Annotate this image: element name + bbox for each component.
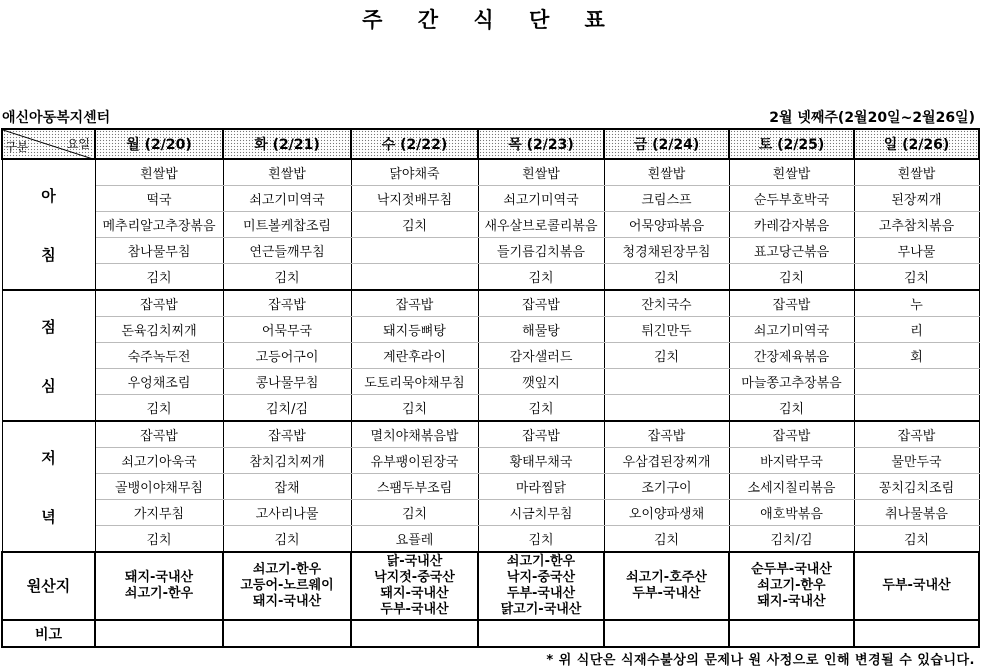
menu-cell: 해물탕 [478,317,604,343]
menu-cell: 요플레 [351,526,478,553]
note-cell [223,620,351,647]
origin-line: 쇠고기-한우 [506,554,576,569]
menu-cell: 김치 [95,526,223,553]
menu-cell: 숙주녹두전 [95,343,223,369]
menu-cell: 돼지등뼈탕 [351,317,478,343]
weekly-menu-table [1,128,980,648]
menu-cell: 들기름김치볶음 [478,238,604,264]
menu-cell: 고추참치볶음 [854,212,979,238]
day-header: 일 (2/26) [854,129,979,159]
gubun-label: 구분 [5,140,29,154]
menu-cell: 크림스프 [604,186,729,212]
menu-row [2,238,979,264]
menu-cell: 김치 [351,395,478,422]
menu-cell: 잡곡밥 [729,421,854,448]
menu-row [2,343,979,369]
page-title: 주 간 식 단 표 [362,8,619,32]
note-cell [95,620,223,647]
menu-cell: 연근들깨무침 [223,238,351,264]
menu-cell: 무나물 [854,238,979,264]
menu-cell: 청경채된장무침 [604,238,729,264]
menu-cell: 김치 [478,395,604,422]
origin-line: 쇠고기-한우 [124,586,194,601]
menu-cell [604,395,729,422]
menu-cell: 깻잎지 [478,369,604,395]
menu-cell: 김치 [223,264,351,291]
note-cell [351,620,478,647]
menu-cell: 튀긴만두 [604,317,729,343]
day-header: 목 (2/23) [478,129,604,159]
menu-cell: 도토리묵야채무침 [351,369,478,395]
menu-cell: 취나물볶음 [854,500,979,526]
menu-cell [854,395,979,422]
menu-cell: 김치 [604,526,729,553]
menu-row [2,317,979,343]
day-header: 월 (2/20) [95,129,223,159]
menu-cell: 쇠고기아욱국 [95,448,223,474]
origin-cell [478,552,604,620]
organization-name: 애신아동복지센터 [2,110,111,126]
menu-cell: 마늘쫑고추장볶음 [729,369,854,395]
menu-cell: 황태무채국 [478,448,604,474]
origin-line: 두부-국내산 [882,578,951,593]
week-label: 2월 넷째주(2월20일~2월26일) [769,110,975,126]
origin-line: 두부-국내산 [380,602,449,617]
menu-cell: 어묵무국 [223,317,351,343]
note-cell [854,620,979,647]
menu-cell: 잡곡밥 [95,421,223,448]
note-cell [478,620,604,647]
menu-cell: 김치 [95,395,223,422]
menu-row [2,448,979,474]
menu-cell: 김치/김 [223,395,351,422]
menu-row [2,186,979,212]
meal-label [2,421,95,552]
day-header: 화 (2/21) [223,129,351,159]
menu-cell: 새우살브로콜리볶음 [478,212,604,238]
menu-cell: 참치김치찌개 [223,448,351,474]
menu-cell: 순두부호박국 [729,186,854,212]
menu-row [2,212,979,238]
note-row [2,620,979,647]
menu-cell: 닭야채죽 [351,159,478,186]
menu-cell: 된장찌개 [854,186,979,212]
menu-cell: 김치 [854,264,979,291]
origin-line: 쇠고기-한우 [757,578,826,593]
origin-row [2,552,979,620]
menu-cell: 잡곡밥 [223,290,351,317]
menu-cell: 김치 [351,212,478,238]
note-cell [604,620,729,647]
menu-cell: 고사리나물 [223,500,351,526]
menu-cell: 참나물무침 [95,238,223,264]
menu-cell: 잔치국수 [604,290,729,317]
menu-cell: 콩나물무침 [223,369,351,395]
origin-cell [223,552,351,620]
origin-line: 순두부-국내산 [751,562,832,577]
origin-cell [95,552,223,620]
menu-cell: 마라찜닭 [478,474,604,500]
origin-cell [854,552,979,620]
menu-cell: 고등어구이 [223,343,351,369]
menu-cell: 카레감자볶음 [729,212,854,238]
menu-cell: 꽁치김치조림 [854,474,979,500]
origin-line: 돼지-국내산 [757,594,826,609]
menu-cell: 간장제육볶음 [729,343,854,369]
origin-line: 돼지-국내산 [124,570,194,585]
menu-cell: 잡곡밥 [351,290,478,317]
menu-cell: 잡곡밥 [604,421,729,448]
origin-line: 두부-국내산 [632,586,701,601]
menu-cell [604,369,729,395]
meal-label-top: 점 [41,318,56,336]
menu-cell: 우삼겹된장찌개 [604,448,729,474]
menu-cell: 잡곡밥 [223,421,351,448]
menu-cell: 스팸두부조림 [351,474,478,500]
meal-label-bottom: 녁 [41,508,56,526]
menu-cell: 회 [854,343,979,369]
day-header: 수 (2/22) [351,129,478,159]
menu-cell: 잡곡밥 [729,290,854,317]
menu-cell [351,238,478,264]
menu-cell: 가지무침 [95,500,223,526]
note-cell [729,620,854,647]
meal-label-top: 저 [41,449,56,467]
menu-cell: 잡곡밥 [95,290,223,317]
menu-cell: 누 [854,290,979,317]
menu-cell: 김치 [95,264,223,291]
menu-row [2,369,979,395]
origin-line: 돼지-국내산 [252,594,322,609]
meal-label [2,290,95,421]
menu-cell: 잡곡밥 [854,421,979,448]
menu-cell: 오이양파생채 [604,500,729,526]
menu-cell: 리 [854,317,979,343]
meal-label-top: 아 [41,187,56,205]
menu-cell: 돈육김치찌개 [95,317,223,343]
menu-cell: 흰쌀밥 [478,159,604,186]
menu-cell: 쇠고기미역국 [223,186,351,212]
menu-cell: 흰쌀밥 [729,159,854,186]
menu-cell: 흰쌀밥 [223,159,351,186]
menu-cell: 어묵양파볶음 [604,212,729,238]
menu-cell: 물만두국 [854,448,979,474]
menu-row [2,421,979,448]
menu-cell: 김치 [478,526,604,553]
origin-line: 쇠고기-호주산 [626,570,707,585]
menu-body [2,159,979,647]
day-header: 토 (2/25) [729,129,854,159]
note-label: 비고 [2,620,95,647]
menu-row [2,500,979,526]
menu-cell: 멸치야채볶음밥 [351,421,478,448]
origin-label: 원산지 [2,552,95,620]
origin-cell [351,552,478,620]
menu-cell: 김치 [223,526,351,553]
header-row [2,129,979,159]
menu-cell: 조기구이 [604,474,729,500]
menu-cell: 표고당근볶음 [729,238,854,264]
menu-cell [351,264,478,291]
meal-label [2,159,95,290]
menu-cell: 김치 [604,343,729,369]
menu-cell: 애호박볶음 [729,500,854,526]
origin-line: 낙지-중국산 [506,570,576,585]
menu-cell: 떡국 [95,186,223,212]
footnote: * 위 식단은 식재수불상의 문제나 원 사정으로 인해 변경될 수 있습니다. [546,653,975,668]
menu-cell: 김치 [478,264,604,291]
menu-row [2,264,979,291]
origin-line: 닭-국내산 [386,554,443,569]
menu-cell: 잡채 [223,474,351,500]
menu-cell: 시금치무침 [478,500,604,526]
origin-line: 낙지젓-중국산 [374,570,455,585]
yoil-label: 요일 [66,137,90,151]
menu-row [2,159,979,186]
meal-label-bottom: 심 [41,377,56,395]
origin-line: 두부-국내산 [506,586,576,601]
menu-cell: 김치/김 [729,526,854,553]
menu-cell: 쇠고기미역국 [478,186,604,212]
menu-cell: 메추리알고추장볶음 [95,212,223,238]
menu-cell: 흰쌀밥 [604,159,729,186]
menu-cell: 골뱅이야채무침 [95,474,223,500]
menu-row [2,474,979,500]
menu-cell: 낙지젓배무침 [351,186,478,212]
gubun-yoil-header [2,129,95,159]
menu-cell: 잡곡밥 [478,421,604,448]
menu-cell: 바지락무국 [729,448,854,474]
origin-line: 쇠고기-한우 [252,562,322,577]
menu-row [2,526,979,553]
menu-cell: 소세지칠리볶음 [729,474,854,500]
origin-cell [604,552,729,620]
menu-cell: 흰쌀밥 [95,159,223,186]
meal-label-bottom: 침 [41,246,56,264]
menu-cell: 김치 [604,264,729,291]
origin-line: 돼지-국내산 [380,586,449,601]
menu-row [2,395,979,422]
day-header: 금 (2/24) [604,129,729,159]
menu-cell: 감자샐러드 [478,343,604,369]
menu-cell: 김치 [729,395,854,422]
menu-cell: 쇠고기미역국 [729,317,854,343]
menu-cell: 미트볼케찹조림 [223,212,351,238]
menu-cell: 김치 [729,264,854,291]
menu-cell: 잡곡밥 [478,290,604,317]
origin-line: 닭고기-국내산 [500,602,582,617]
menu-cell: 김치 [854,526,979,553]
origin-cell [729,552,854,620]
menu-cell [854,369,979,395]
origin-line: 고등어-노르웨이 [240,578,334,593]
menu-cell: 흰쌀밥 [854,159,979,186]
menu-cell: 우엉채조림 [95,369,223,395]
menu-cell: 유부팽이된장국 [351,448,478,474]
menu-row [2,290,979,317]
menu-cell: 김치 [351,500,478,526]
menu-cell: 계란후라이 [351,343,478,369]
